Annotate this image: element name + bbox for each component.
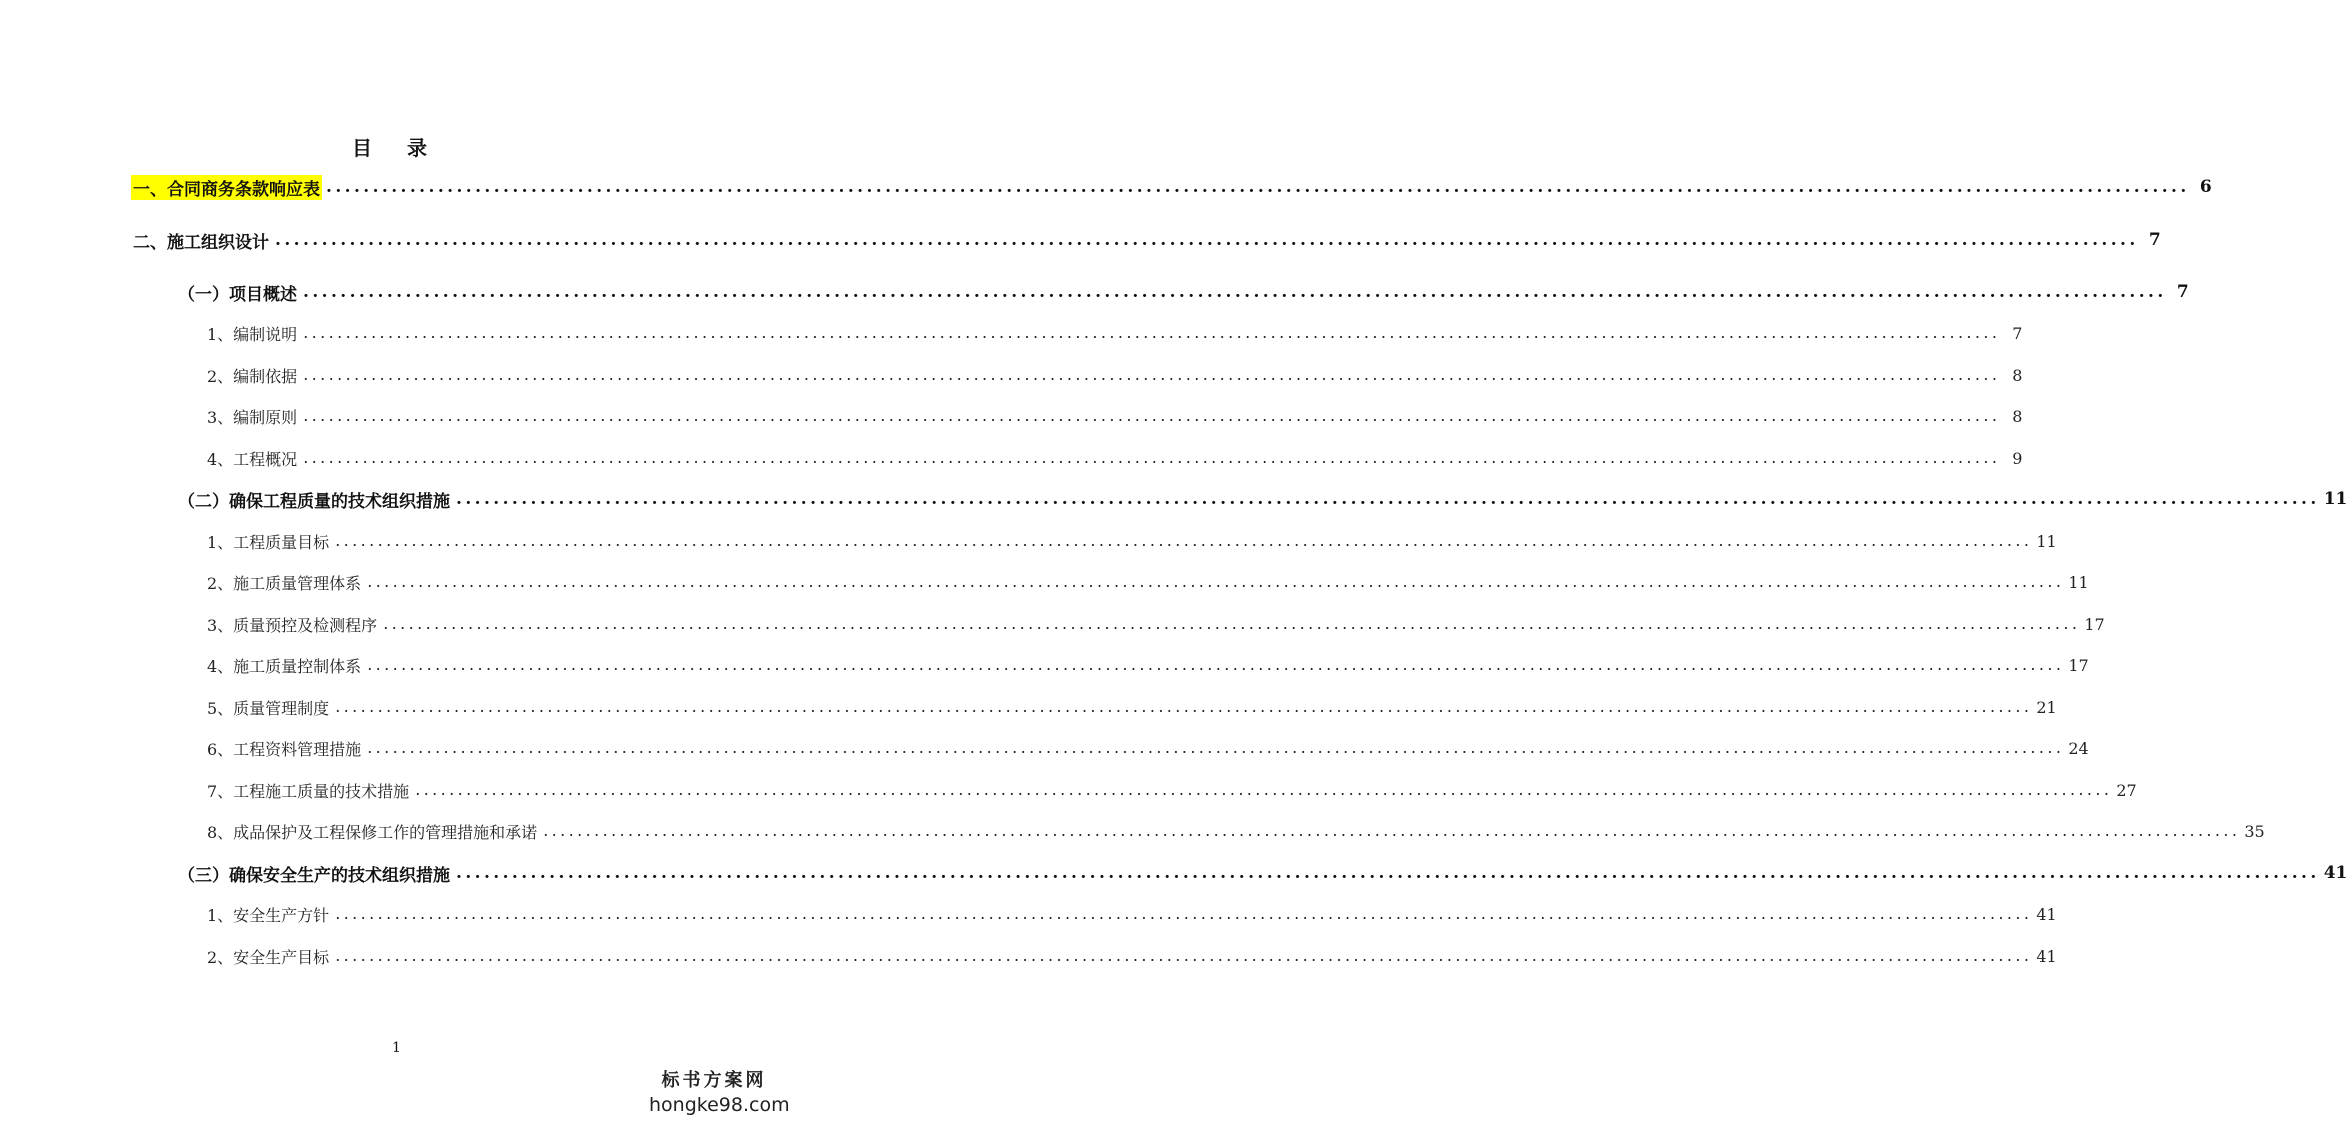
toc-entry-label: 一、合同商务条款响应表 xyxy=(131,175,322,200)
toc-entry-page: 11 xyxy=(2068,572,2089,592)
toc-leader-dots: ........................................................................................................................................................................................................ xyxy=(335,946,2033,965)
toc-entry[interactable] xyxy=(205,527,2057,555)
toc-entry-label: 6、工程资料管理措施 xyxy=(207,739,362,759)
toc-entry-label: 3、编制原则 xyxy=(207,407,298,427)
toc-leader-dots: ........................................................................................................................................................................................................ xyxy=(335,904,2033,923)
toc-entry[interactable] xyxy=(176,278,2189,306)
toc-entry-page: 17 xyxy=(2084,614,2105,634)
toc-entry-label: （一）项目概述 xyxy=(178,284,297,305)
toc-entry-label: 4、工程概况 xyxy=(207,449,298,469)
toc-entry[interactable] xyxy=(205,776,2137,804)
toc-entry[interactable] xyxy=(205,817,2265,845)
toc-entry-label: 1、安全生产方针 xyxy=(207,905,330,925)
toc-entry-page: 17 xyxy=(2068,655,2089,675)
toc-entry-page: 8 xyxy=(2012,406,2023,426)
toc-entry[interactable] xyxy=(205,651,2089,679)
toc-entry-label: 5、质量管理制度 xyxy=(207,698,330,718)
toc-entry-page: 41 xyxy=(2036,904,2057,924)
toc-entry-label: 1、工程质量目标 xyxy=(207,532,330,552)
toc-entry-page: 35 xyxy=(2244,821,2265,841)
toc-leader-dots: ........................................................................................................................................................................................................ xyxy=(303,448,2001,467)
toc-entry[interactable] xyxy=(205,319,2023,347)
toc-entry[interactable] xyxy=(205,900,2057,928)
toc-entry[interactable] xyxy=(205,361,2023,389)
page-title: 目 录 xyxy=(352,136,441,160)
toc-entry[interactable] xyxy=(205,610,2105,638)
toc-leader-dots: ........................................................................................................................................................................................................ xyxy=(456,862,2320,883)
toc-entry-page: 41 xyxy=(2036,946,2057,966)
toc-entry-page: 9 xyxy=(2012,448,2023,468)
toc-leader-dots: ........................................................................................................................................................................................................ xyxy=(326,176,2190,197)
toc-leader-dots: ........................................................................................................................................................................................................ xyxy=(367,738,2065,757)
toc-leader-dots: ........................................................................................................................................................................................................ xyxy=(456,488,2320,509)
toc-entry-page: 7 xyxy=(2148,230,2161,250)
toc-entry-page: 11 xyxy=(2323,489,2347,509)
toc-entry[interactable] xyxy=(176,485,2347,513)
toc-entry-page: 7 xyxy=(2012,323,2023,343)
toc-entry-label: （二）确保工程质量的技术组织措施 xyxy=(178,491,450,512)
toc-entry-page: 8 xyxy=(2012,365,2023,385)
toc-leader-dots: ........................................................................................................................................................................................................ xyxy=(367,572,2065,591)
toc-entry[interactable] xyxy=(205,568,2089,596)
toc-entry-label: 2、安全生产目标 xyxy=(207,947,330,967)
toc-leader-dots: ........................................................................................................................................................................................................ xyxy=(415,780,2113,799)
toc-entry-label: （三）确保安全生产的技术组织措施 xyxy=(178,865,450,886)
toc-entry-label: 2、施工质量管理体系 xyxy=(207,573,362,593)
watermark-name: 标书方案网 xyxy=(661,1070,767,1091)
toc-entry-page: 41 xyxy=(2323,863,2347,883)
watermark xyxy=(649,1066,790,1116)
toc-entry[interactable] xyxy=(131,173,2212,201)
toc-leader-dots: ........................................................................................................................................................................................................ xyxy=(367,655,2065,674)
toc-entry-page: 24 xyxy=(2068,738,2089,758)
toc-entry-page: 6 xyxy=(2199,177,2212,197)
toc-entry[interactable] xyxy=(205,693,2057,721)
toc-entry[interactable] xyxy=(131,226,2161,254)
watermark-url: hongke98.com xyxy=(649,1094,790,1116)
toc-entry[interactable] xyxy=(205,734,2089,762)
toc-leader-dots: ........................................................................................................................................................................................................ xyxy=(335,531,2033,550)
toc-entry[interactable] xyxy=(205,942,2057,970)
toc-entry-label: 二、施工组织设计 xyxy=(133,232,269,253)
toc-leader-dots: ........................................................................................................................................................................................................ xyxy=(383,614,2081,633)
toc-leader-dots: ........................................................................................................................................................................................................ xyxy=(335,697,2033,716)
toc-entry-label: 2、编制依据 xyxy=(207,366,298,386)
toc-leader-dots: ........................................................................................................................................................................................................ xyxy=(275,229,2139,250)
toc-entry-label: 7、工程施工质量的技术措施 xyxy=(207,781,410,801)
toc-leader-dots: ........................................................................................................................................................................................................ xyxy=(303,365,2001,384)
toc-entry[interactable] xyxy=(205,444,2023,472)
page-number: 1 xyxy=(392,1040,401,1056)
toc-entry-page: 27 xyxy=(2116,780,2137,800)
toc-entry-page: 11 xyxy=(2036,531,2057,551)
toc-entry-label: 3、质量预控及检测程序 xyxy=(207,615,378,635)
toc-entry-label: 8、成品保护及工程保修工作的管理措施和承诺 xyxy=(207,822,538,842)
toc-leader-dots: ........................................................................................................................................................................................................ xyxy=(303,323,2001,342)
toc-leader-dots: ........................................................................................................................................................................................................ xyxy=(303,406,2001,425)
toc-entry-label: 1、编制说明 xyxy=(207,324,298,344)
toc-entry[interactable] xyxy=(176,859,2347,887)
toc-leader-dots: ........................................................................................................................................................................................................ xyxy=(303,281,2167,302)
toc-leader-dots: ........................................................................................................................................................................................................ xyxy=(543,821,2241,840)
toc-entry-page: 21 xyxy=(2036,697,2057,717)
toc-entry-page: 7 xyxy=(2176,282,2189,302)
toc-entry-label: 4、施工质量控制体系 xyxy=(207,656,362,676)
toc-entry[interactable] xyxy=(205,402,2023,430)
